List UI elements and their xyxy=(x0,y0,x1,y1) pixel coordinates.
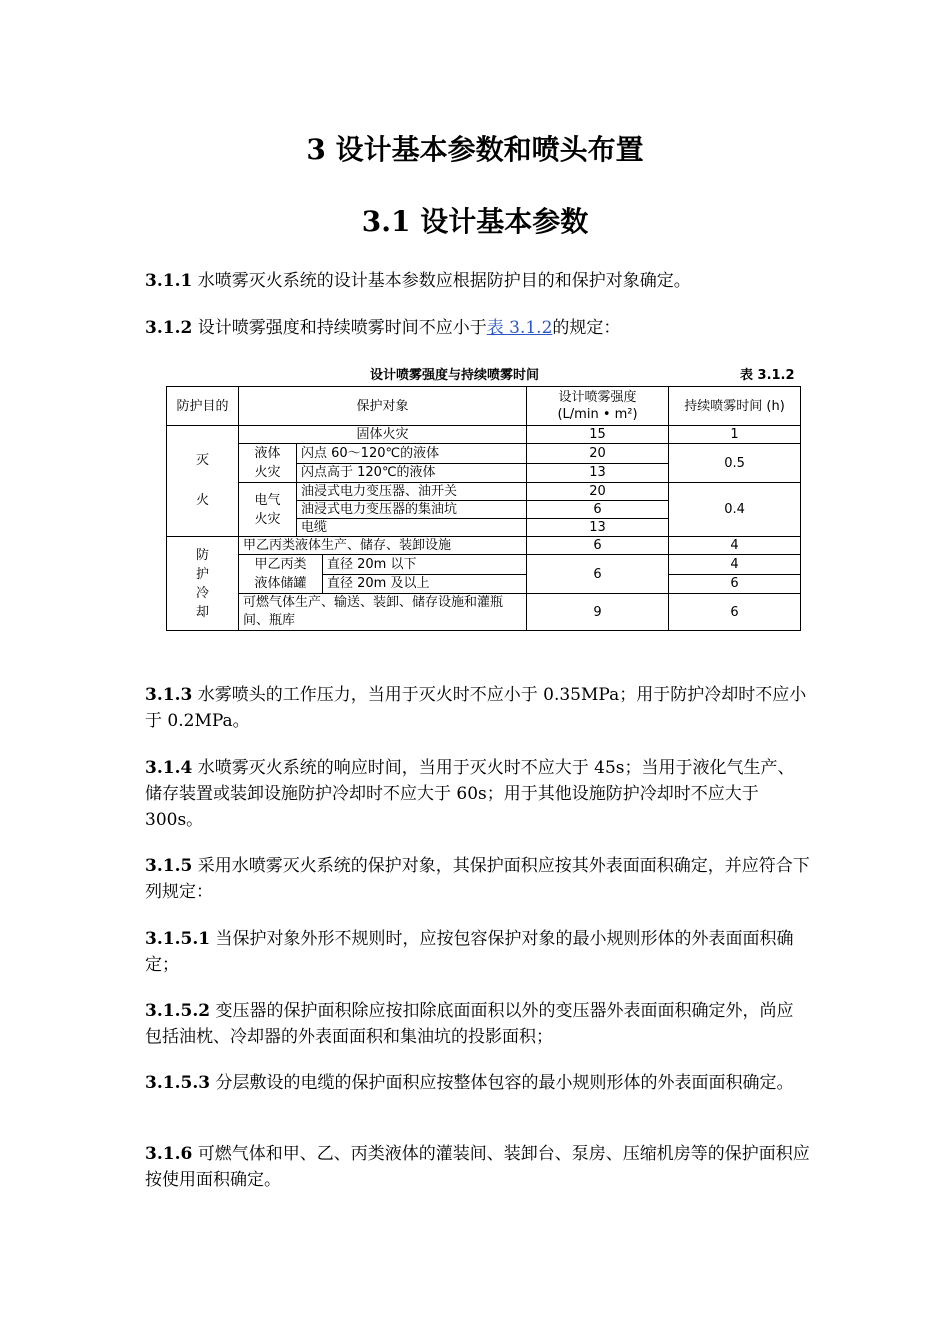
clause-number: 3.1.5.1 xyxy=(145,929,211,949)
header-object: 保护对象 xyxy=(239,387,527,426)
header-purpose: 防护目的 xyxy=(167,387,239,426)
clause-text: 水喷雾灭火系统的响应时间，当用于灭火时不应大于 45s；当用于液化气生产、储存装置或装卸设施防护冷却时不应大于 60s；用于其他设施防护冷却时不应大于 300s。 xyxy=(145,758,795,830)
cell-object: 可燃气体生产、输送、装卸、储存设施和灌瓶间、瓶库 xyxy=(239,594,527,631)
cell-intensity: 6 xyxy=(527,555,669,594)
cell-intensity: 6 xyxy=(527,537,669,555)
clause-number: 3.1.3 xyxy=(145,685,193,705)
table-row xyxy=(167,444,801,464)
clause-3-1-3 xyxy=(145,682,810,734)
clause-text: 水雾喷头的工作压力，当用于灭火时不应小于 0.35MPa；用于防护冷却时不应小于 0.2MPa。 xyxy=(145,685,807,731)
header-intensity-line2: (L/min • m²) xyxy=(557,407,638,422)
cell-object: 闪点 60～120℃的液体 xyxy=(297,444,527,464)
clause-number: 3.1.4 xyxy=(145,758,193,778)
clause-3-1-5 xyxy=(145,853,810,905)
clause-3-1-2 xyxy=(145,315,810,341)
clause-number: 3.1.2 xyxy=(145,318,193,338)
cell-duration: 4 xyxy=(669,537,801,555)
clause-number: 3.1.5.2 xyxy=(145,1001,211,1021)
cell-object: 油浸式电力变压器的集油坑 xyxy=(297,501,527,519)
table-header-row xyxy=(167,387,801,426)
cell-duration: 6 xyxy=(669,594,801,631)
group-liquid-fire: 液体 火灾 xyxy=(239,444,297,483)
clause-3-1-5-2 xyxy=(145,998,810,1050)
table-row xyxy=(167,594,801,631)
spray-parameter-table xyxy=(166,386,801,631)
section-title: 3.1 设计基本参数 xyxy=(361,205,589,238)
cell-object: 直径 20m 及以上 xyxy=(323,574,527,594)
table-row xyxy=(167,555,801,575)
group-liquid-tank: 甲乙丙类 液体储罐 xyxy=(239,555,323,594)
cell-duration: 4 xyxy=(669,555,801,575)
cell-intensity: 6 xyxy=(527,501,669,519)
cell-object: 直径 20m 以下 xyxy=(323,555,527,575)
cell-intensity: 13 xyxy=(527,463,669,483)
clause-text: 采用水喷雾灭火系统的保护对象，其保护面积应按其外表面面积确定，并应符合下列规定： xyxy=(145,856,810,902)
header-intensity xyxy=(527,387,669,426)
group-electric-fire: 电气 火灾 xyxy=(239,483,297,537)
cell-object: 闪点高于 120℃的液体 xyxy=(297,463,527,483)
cell-intensity: 13 xyxy=(527,519,669,537)
clause-text-tail: 的规定： xyxy=(552,318,621,338)
cell-object: 电缆 xyxy=(297,519,527,537)
clause-text: 水喷雾灭火系统的设计基本参数应根据防护目的和保护对象确定。 xyxy=(197,271,691,291)
group-fire-extinguish: 灭 火 xyxy=(167,426,239,537)
table-row xyxy=(167,537,801,555)
table-caption: 设计喷雾强度与持续喷雾时间 xyxy=(370,368,540,383)
clause-text: 变压器的保护面积除应按扣除底面面积以外的变压器外表面面积确定外，尚应包括油枕、冷却器的外表面面积和集油坑的投影面积； xyxy=(145,1001,794,1047)
table-row xyxy=(167,483,801,501)
cell-duration: 0.4 xyxy=(669,483,801,537)
cell-duration: 6 xyxy=(669,574,801,594)
clause-3-1-5-1 xyxy=(145,926,810,978)
clause-text: 设计喷雾强度和持续喷雾时间不应小于 xyxy=(197,318,487,338)
clause-3-1-6 xyxy=(145,1141,810,1193)
clause-3-1-4 xyxy=(145,755,810,833)
cell-duration: 1 xyxy=(669,426,801,444)
table-link[interactable]: 表 3.1.2 xyxy=(486,318,553,338)
cell-object: 甲乙丙类液体生产、储存、装卸设施 xyxy=(239,537,527,555)
clause-number: 3.1.5 xyxy=(145,856,193,876)
clause-number: 3.1.1 xyxy=(145,271,193,291)
clause-text: 分层敷设的电缆的保护面积应按整体包容的最小规则形体的外表面面积确定。 xyxy=(215,1073,794,1093)
cell-intensity: 20 xyxy=(527,444,669,464)
clause-3-1-5-3 xyxy=(145,1070,810,1096)
chapter-title: 3 设计基本参数和喷头布置 xyxy=(306,133,644,166)
clause-3-1-1 xyxy=(145,268,810,294)
clause-text: 可燃气体和甲、乙、丙类液体的灌装间、装卸台、泵房、压缩机房等的保护面积应按使用面积确定。 xyxy=(145,1144,810,1190)
cell-object: 固体火灾 xyxy=(239,426,527,444)
cell-intensity: 20 xyxy=(527,483,669,501)
table-row xyxy=(167,426,801,444)
header-intensity-line1: 设计喷雾强度 xyxy=(558,390,637,405)
cell-object: 油浸式电力变压器、油开关 xyxy=(297,483,527,501)
cell-duration: 0.5 xyxy=(669,444,801,483)
clause-number: 3.1.6 xyxy=(145,1144,193,1164)
clause-text: 当保护对象外形不规则时，应按包容保护对象的最小规则形体的外表面面积确定； xyxy=(145,929,794,975)
header-duration: 持续喷雾时间 (h) xyxy=(669,387,801,426)
table-number: 表 3.1.2 xyxy=(740,368,795,383)
cell-intensity: 9 xyxy=(527,594,669,631)
cell-intensity: 15 xyxy=(527,426,669,444)
group-protective-cooling: 防 护 冷 却 xyxy=(167,537,239,631)
clause-number: 3.1.5.3 xyxy=(145,1073,211,1093)
